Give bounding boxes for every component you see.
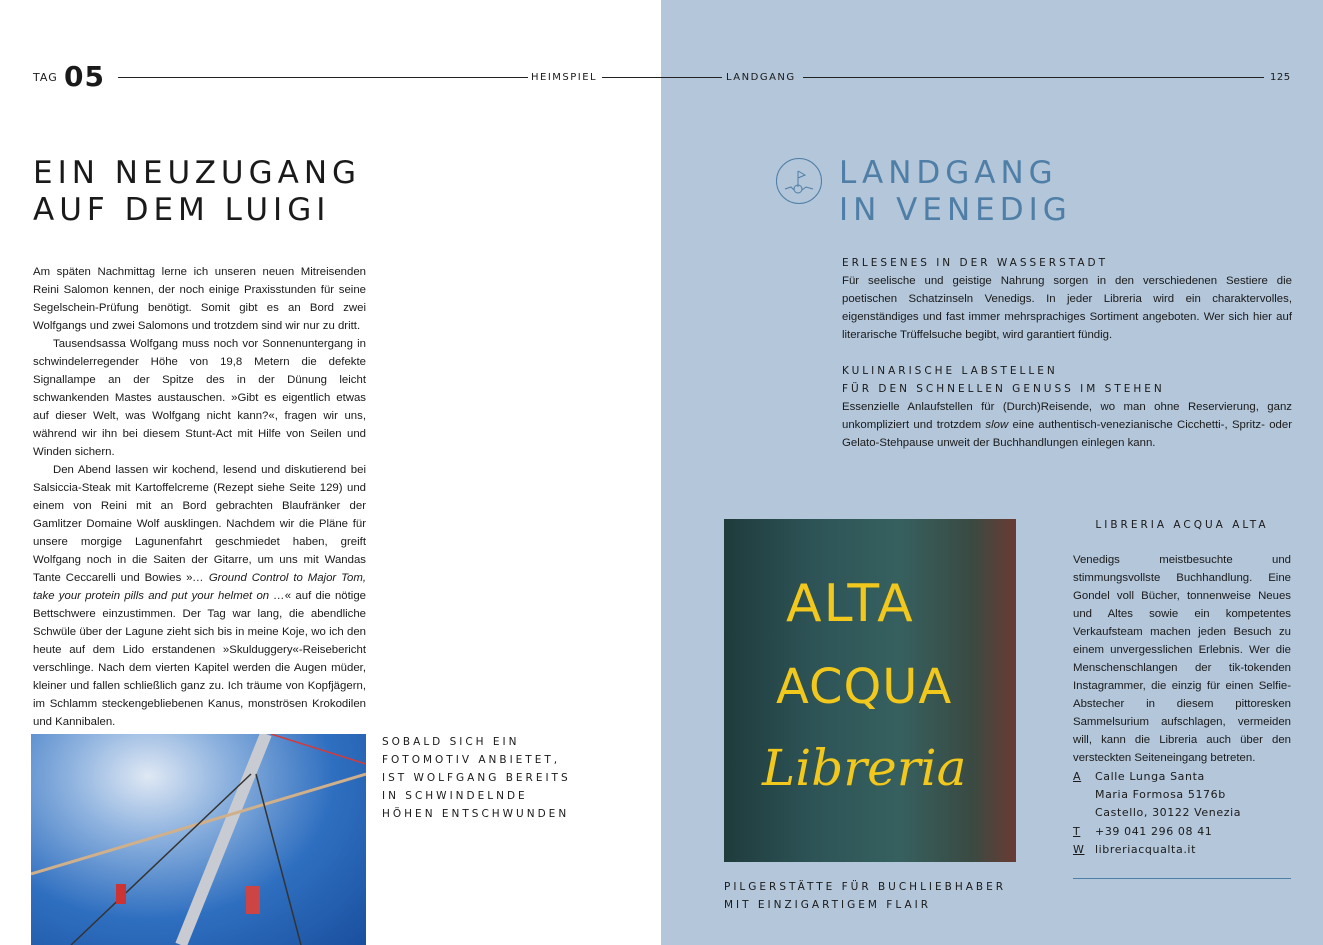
- right-title-line: LANDGANG: [839, 155, 1058, 191]
- box-title: LIBRERIA ACQUA ALTA: [1095, 519, 1269, 531]
- website-link[interactable]: libreriacqualta.it: [1095, 842, 1196, 856]
- address: Castello, 30122 Venezia: [1095, 806, 1242, 820]
- address: Calle Lunga Santa: [1095, 770, 1205, 783]
- address: Maria Formosa 5176b: [1095, 788, 1226, 802]
- left-title: [33, 155, 361, 229]
- box-rule: [1073, 878, 1291, 879]
- left-title-line: AUF DEM LUIGI: [33, 192, 331, 228]
- section-heading: FÜR DEN SCHNELLEN GENUSS IM STEHEN: [842, 383, 1165, 395]
- page-number: 125: [1270, 72, 1291, 83]
- sign-text: Libreria: [762, 739, 967, 797]
- mast-illustration: [31, 734, 366, 945]
- left-section-label: HEIMSPIEL: [531, 72, 598, 83]
- paragraph: Den Abend lassen wir kochend, lesend und diskutierend bei Salsiccia-Steak mit Kartoffelcreme (Rezept siehe Seite 129) und einem von Reini mit an Bord gebrachten Blaufränker der Gamlitzer Domaine Wolf ausklingen. Nachdem wir die Pläne für unsere morgige Lagunenfahrt geschmiedet haben, greift Wolfgang noch in die Saiten der Gitarre, um uns mit Wandas Tante Ceccarelli und Bowies »… Ground Control to Major Tom, take your protein pills and put your helmet on …« auf die nötige Bettschwere einzustimmen. Der Tag war lang, die abendliche Schwüle über der Lagune zieht sich bis in meine Koje, wo ich den heute auf dem Lido erstandenen »Skulduggery«-Reisebericht verschlinge. Nach dem vierten Kapitel werden die Augen müder, kleiner und fallen schließlich ganz zu. Ich träume von Kopfjägern, im Schlamm steckengebliebenen Kanus, monströsen Krokodilen und Kannibalen.: [33, 464, 367, 728]
- right-title: [839, 155, 1072, 229]
- right-title-line: IN VENEDIG: [839, 192, 1072, 228]
- section-text: Für seelische und geistige Nahrung sorgen in den verschiedenen Sestiere die poetischen Schatzinseln Venedigs. In jeder Libreria wird ein charaktervolles, eigenständiges und fast immer mehrsprachiges Sortiment angeboten. Wer sich hier auf literarische Trüffelsuche begibt, wird garantiert fündig.: [842, 275, 1292, 341]
- contact-info: A Calle Lunga Santa Maria Formosa 5176b Castello, 30122 Venezia T +39 041 296 08 41 W libreriacqualta.it: [1073, 770, 1242, 856]
- section-heading: KULINARISCHE LABSTELLEN: [842, 365, 1058, 377]
- right-photo-caption: PILGERSTÄTTE FÜR BUCHLIEBHABER MIT EINZIGARTIGEM FLAIR: [724, 881, 1007, 911]
- paragraph: Tausendsassa Wolfgang muss noch vor Sonnenuntergang in schwindelerregender Höhe von 19,8 Metern die defekte Signallampe an der Spitze des in der Dünung leicht schwankenden Mastes austauschen. »Gibt es eigentlich etwas auf dieser Welt, was Wolfgang nicht kann?«, fragen wir uns, während wir ihn bei diesem Stunt-Act mit Hilfe von Seilen und Winden sichern.: [33, 338, 366, 458]
- day-number: 05: [64, 60, 105, 93]
- mast-photo: [31, 734, 366, 945]
- header-rule: [602, 77, 722, 78]
- section-heading: ERLESENES IN DER WASSERSTADT: [842, 257, 1109, 269]
- header-rule: [118, 77, 528, 78]
- day-label: TAG: [33, 71, 58, 84]
- section-text: Essenzielle Anlaufstellen für (Durch)Reisende, wo man ohne Reservierung, ganz unkompliziert und trotzdem slow eine authentisch-venezianische Cicchetti-, Spritz- oder Gelato-Stehpause unweit der Buchhandlungen einlegen kann.: [842, 401, 1292, 449]
- sign-text: ACQUA: [776, 659, 953, 715]
- right-intro: [842, 254, 1292, 452]
- left-article-body: [33, 263, 366, 731]
- phone: +39 041 296 08 41: [1095, 824, 1213, 838]
- libreria-sign-photo: [724, 519, 1016, 862]
- header-rule: [803, 77, 1264, 78]
- paragraph: Am späten Nachmittag lerne ich unseren neuen Mitreisenden Reini Salomon kennen, der noch einige Praxisstunden für seine Segelschein-Prüfung benötigt. Somit gibt es an Bord zwei Wolfgangs und zwei Salomons und trotzdem sind wir nur zu dritt.: [33, 266, 366, 332]
- box-text: Venedigs meistbesuchte und stimmungsvollste Buchhandlung. Eine Gondel voll Bücher, tonnenweise Neues und Altes sowie ein kompetentes Verkaufsteam machen jeden Besuch zu einem unvergesslichen Erlebnis. Wer die Menschenschlangen der tik-tokenden Instagrammer, die einzig für einen Selfie-Abstecher in diesem pittoresken Sammelsurium aufschlagen, vermeiden will, kann die Libreria auch über den versteckten Seiteneingang betreten.: [1073, 554, 1291, 764]
- compass-flag-icon: [776, 158, 822, 204]
- left-photo-caption: SOBALD SICH EIN FOTOMOTIV ANBIETET, IST WOLFGANG BEREITS IN SCHWINDELNDE HÖHEN ENTSCHWUNDEN: [382, 736, 571, 820]
- sign-text: ALTA: [786, 574, 915, 634]
- right-section-label: LANDGANG: [726, 72, 796, 83]
- left-title-line: EIN NEUZUGANG: [33, 155, 362, 191]
